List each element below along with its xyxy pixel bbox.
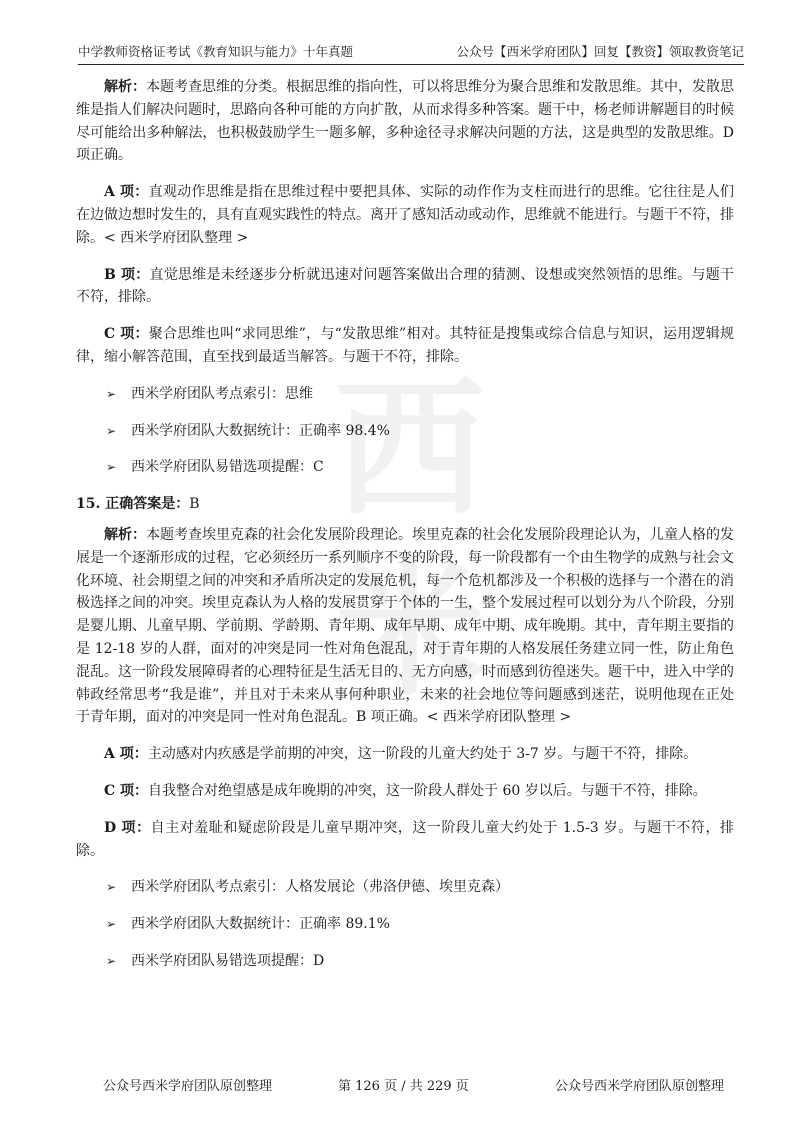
q15-option-d — [76, 817, 734, 863]
q14-option-a — [76, 181, 734, 249]
q14-bullet-stats — [76, 420, 734, 443]
q15-answer — [76, 493, 734, 516]
document-body — [76, 76, 734, 987]
q15-option-c — [76, 780, 734, 803]
q14-bullet-mistake — [76, 456, 734, 479]
option-label: D 项： — [104, 819, 151, 836]
option-label: A 项： — [104, 184, 149, 201]
arrow-bullet-icon: ➢ — [106, 880, 117, 895]
q15-analysis — [76, 524, 734, 729]
option-text: 主动感对内疚感是学前期的冲突，这一阶段的儿童大约处于 3-7 岁。与题干不符，排除。 — [147, 746, 698, 763]
q14-analysis — [76, 76, 734, 167]
header-title: 中学教师资格证考试《教育知识与能力》十年真题 — [78, 44, 354, 59]
page-number: 第 126 页 / 共 229 页 — [338, 1079, 469, 1094]
option-text: 直观动作思维是指在思维过程中要把具体、实际的动作作为支柱而进行的思维。它往往是人们在边做边想时发生的，具有直观实践性的特点。离开了感知活动或动作，思维就不能进行。与题干不符，排除。< 西米学府团队整理 > — [76, 184, 734, 246]
analysis-label: 解析： — [104, 79, 146, 95]
analysis-text: 本题考查埃里克森的社会化发展阶段理论。埃里克森的社会化发展阶段理论认为，儿童人格的发展是一个逐渐形成的过程，它必须经历一系列顺序不变的阶段，每一阶段都有一个由生物学的成熟与社会文化环境、社会期望之间的冲突和矛盾所决定的发展危机，每一个危机都涉及一个积极的选择与一个潜在的消极选择之间的冲突。埃里克森认为人格的发展贯穿于个体的一生，整个发展过程可以划分为八个阶段，分别是婴儿期、儿童早期、学前期、学龄期、青年期、成年早期、成年中期、成年晚期。其中，青年期主要指的是 12-18 岁的人群，面对的冲突是同一性对角色混乱，对于青年期的人格发展任务建立同一性，防止角色混乱。这一阶段发展障碍者的心理特征是生活无目的、无方向感，时而感到彷徨迷失。题干中，进入中学的韩政经常思考“我是谁”，并且对于未来从事何种职业，未来的社会地位等问题感到迷茫，说明他现在正处于青年期，面对的冲突是同一性对角色混乱。B 项正确。< 西米学府团队整理 > — [76, 526, 734, 726]
watermark-logo: 西米 — [334, 363, 485, 717]
arrow-bullet-icon: ➢ — [106, 917, 117, 932]
footer-right: 公众号西米学府团队原创整理 — [555, 1079, 725, 1094]
bullet-text: 西米学府团队考点索引：人格发展论（弗洛伊德、埃里克森） — [131, 879, 509, 896]
answer-value: B — [189, 496, 200, 513]
q15-bullet-stats — [76, 913, 734, 936]
bullet-text: 西米学府团队考点索引：思维 — [131, 385, 313, 402]
option-text: 自我整合对绝望感是成年晚期的冲突，这一阶段人群处于 60 岁以后。与题干不符，排除。 — [148, 782, 707, 799]
q14-bullet-topic — [76, 383, 734, 406]
bullet-text: 西米学府团队大数据统计：正确率 89.1% — [131, 916, 390, 933]
bullet-text: 西米学府团队易错选项提醒：D — [131, 952, 325, 969]
q15-option-a — [76, 743, 734, 766]
analysis-text: 本题考查思维的分类。根据思维的指向性，可以将思维分为聚合思维和发散思维。其中，发散思维是指人们解决问题时，思路向各种可能的方向扩散，从而求得多种答案。题干中，杨老师讲解题目的时候尽可能给出多种解法，也积极鼓励学生一题多解，多种途径寻求解决问题的方法，这是典型的发散思维。D 项正确。 — [76, 79, 734, 164]
arrow-bullet-icon: ➢ — [106, 423, 117, 438]
bullet-text: 西米学府团队大数据统计：正确率 98.4% — [131, 422, 390, 439]
option-label: C 项： — [104, 782, 149, 799]
option-label: A 项： — [104, 746, 148, 763]
footer-left: 公众号西米学府团队原创整理 — [103, 1079, 273, 1094]
analysis-label: 解析： — [104, 526, 146, 543]
q15-bullet-mistake — [76, 950, 734, 973]
arrow-bullet-icon: ➢ — [106, 953, 117, 968]
arrow-bullet-icon: ➢ — [106, 460, 117, 475]
header-promo: 公众号【西米学府团队】回复【教资】领取教资笔记 — [456, 44, 744, 59]
option-label: C 项： — [104, 326, 149, 343]
option-label: B 项： — [104, 266, 150, 283]
q15-bullet-topic — [76, 876, 734, 899]
q14-option-b — [76, 264, 734, 310]
arrow-bullet-icon: ➢ — [106, 386, 117, 401]
option-text: 自主对羞耻和疑虑阶段是儿童早期冲突，这一阶段儿童大约处于 1.5-3 岁。与题干不符，排除。 — [76, 819, 734, 859]
page-header — [78, 40, 744, 65]
q14-option-c — [76, 323, 734, 369]
option-text: 聚合思维也叫“求同思维”，与“发散思维”相对。其特征是搜集或综合信息与知识，运用逻辑规律，缩小解答范围，直至找到最适当解答。与题干不符，排除。 — [76, 326, 734, 365]
answer-label: 15. 正确答案是： — [76, 496, 190, 513]
bullet-text: 西米学府团队易错选项提醒：C — [131, 459, 324, 476]
option-text: 直觉思维是未经逐步分析就迅速对问题答案做出合理的猜测、设想或突然领悟的思维。与题干不符，排除。 — [76, 266, 734, 306]
